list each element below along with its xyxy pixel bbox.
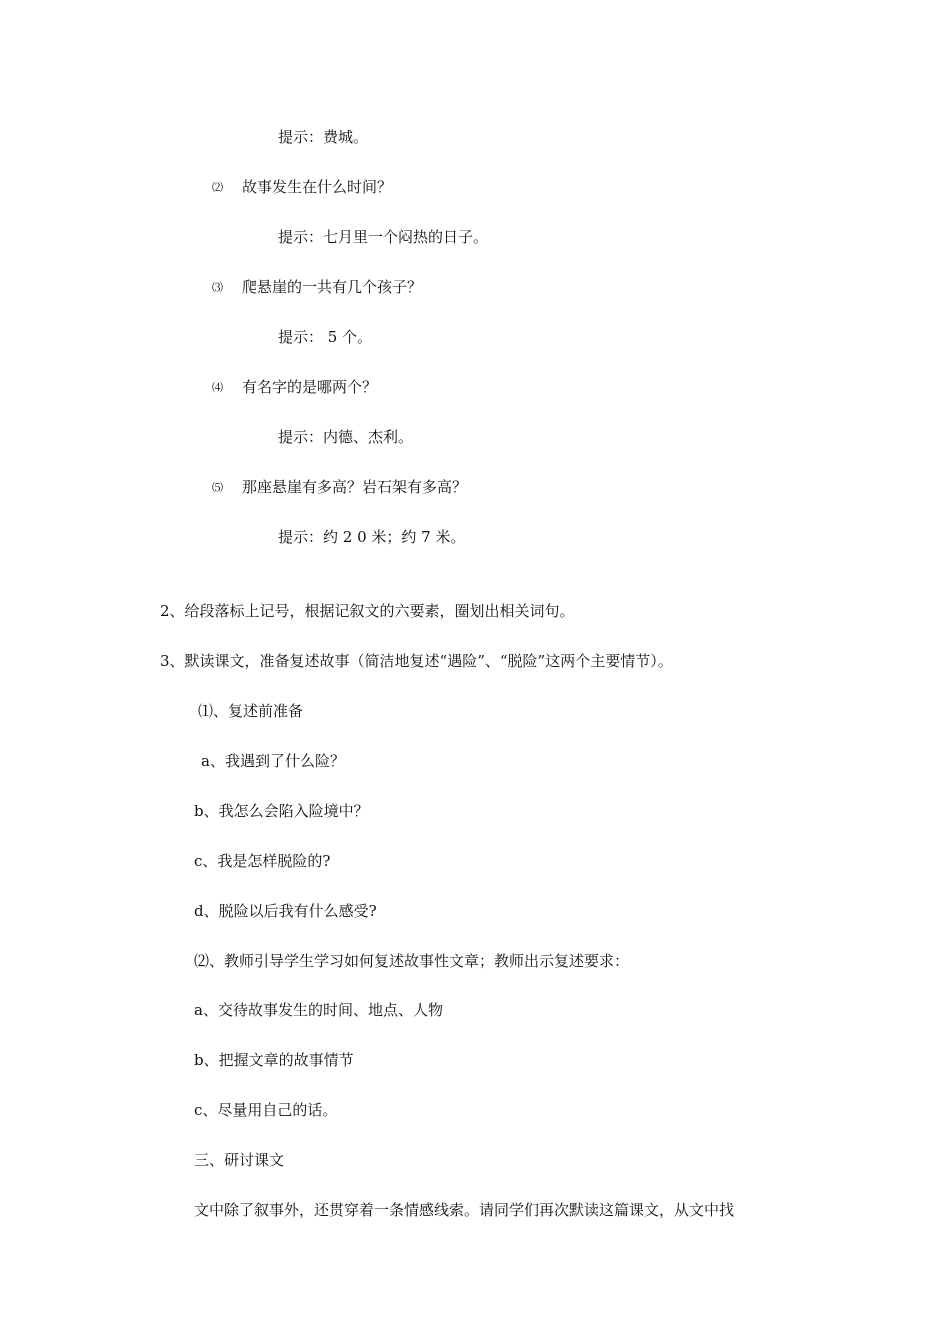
question-text: 爬悬崖的一共有几个孩子？ [242,278,423,296]
question-number: ⑸ [212,481,223,494]
prep-item-b: b、我怎么会陷入险境中？ [194,802,369,820]
guide-heading: ⑵、教师引导学生学习如何复述故事性文章；教师出示复述要求： [194,952,630,970]
question-text: 故事发生在什么时间？ [242,178,393,196]
prep-item-a: a、我遇到了什么险？ [201,752,345,770]
question-text: 那座悬崖有多高？岩石架有多高？ [242,478,468,496]
hint-2: 提示：七月里一个闷热的日子。 [278,228,489,246]
guide-item-b: b、把握文章的故事情节 [194,1051,354,1069]
question-number: ⑶ [212,281,223,294]
question-2 [212,177,392,198]
question-3 [212,277,422,298]
hint-5: 提示：约 2 0 米；约 7 米。 [278,528,466,546]
hint-1: 提示：费城。 [278,128,369,146]
step-3: 3、默读课文，准备复述故事（简洁地复述“遇险”、“脱险”这两个主要情节）。 [160,652,673,670]
question-number: ⑷ [212,381,223,394]
guide-item-c: c、尽量用自己的话。 [194,1101,338,1119]
guide-item-a: a、交待故事发生的时间、地点、人物 [194,1001,443,1019]
section-3-heading: 三、研讨课文 [194,1151,285,1169]
question-text: 有名字的是哪两个？ [242,378,378,396]
section-3-paragraph: 文中除了叙事外，还贯穿着一条情感线索。请同学们再次默读这篇课文，从文中找 [194,1201,735,1219]
prep-heading: ⑴、复述前准备 [198,702,304,720]
question-5 [212,477,467,498]
step-2: 2、给段落标上记号，根据记叙文的六要素，圈划出相关词句。 [160,602,575,620]
question-4 [212,377,377,398]
hint-3: 提示： 5 个。 [278,328,373,346]
hint-4: 提示：内德、杰利。 [278,428,414,446]
prep-item-d: d、脱险以后我有什么感受? [194,902,377,920]
prep-item-c: c、我是怎样脱险的? [194,852,331,870]
question-number: ⑵ [212,181,223,194]
